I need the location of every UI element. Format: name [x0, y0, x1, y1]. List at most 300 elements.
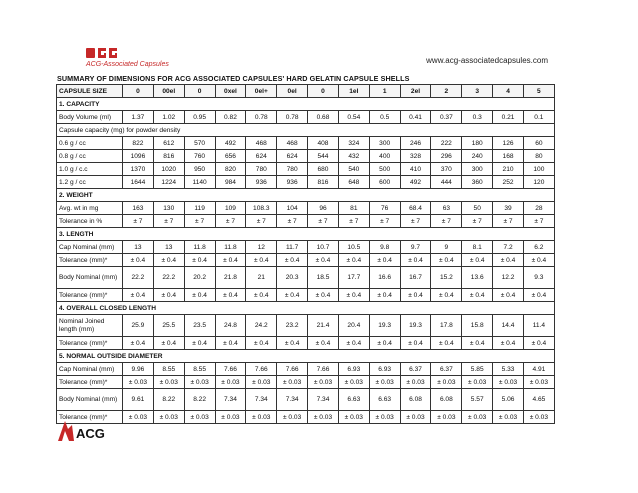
table-cell: 5.57: [462, 389, 493, 411]
table-row: [57, 150, 555, 163]
table-body: [57, 85, 555, 424]
table-cell: ± 0.4: [123, 254, 154, 267]
table-row: [57, 111, 555, 124]
table-cell: ± 0.4: [338, 337, 369, 350]
row-label: Tolerance (mm)*: [57, 337, 123, 350]
header-cell-size: 0: [308, 85, 339, 98]
section-header-row: [57, 98, 555, 111]
table-cell: 6.63: [338, 389, 369, 411]
table-cell: 624: [246, 150, 277, 163]
table-cell: ± 0.03: [246, 376, 277, 389]
table-cell: ± 0.03: [338, 411, 369, 424]
table-cell: ± 0.03: [523, 411, 554, 424]
table-cell: 7.34: [277, 389, 308, 411]
table-row: [57, 254, 555, 267]
table-cell: ± 0.03: [431, 376, 462, 389]
table-cell: 10.7: [308, 241, 339, 254]
section-title: 1. CAPACITY: [57, 98, 555, 111]
table-cell: ± 0.4: [338, 289, 369, 302]
table-cell: 9.7: [400, 241, 431, 254]
table-cell: 0.82: [215, 111, 246, 124]
table-cell: ± 0.03: [215, 411, 246, 424]
section-header-row: [57, 302, 555, 315]
table-cell: ± 0.4: [184, 337, 215, 350]
table-cell: 126: [493, 137, 524, 150]
table-cell: 9.3: [523, 267, 554, 289]
table-cell: 6.93: [338, 363, 369, 376]
header-cell-size: 5: [523, 85, 554, 98]
acg-brand-logo: [86, 46, 196, 72]
table-row: [57, 337, 555, 350]
table-cell: ± 7: [123, 215, 154, 228]
table-cell: 816: [153, 150, 184, 163]
table-cell: 0.21: [493, 111, 524, 124]
table-cell: 7.34: [215, 389, 246, 411]
table-cell: 210: [493, 163, 524, 176]
table-cell: ± 0.03: [493, 376, 524, 389]
row-label: Cap Nominal (mm): [57, 241, 123, 254]
table-cell: 410: [400, 163, 431, 176]
table-cell: ± 0.03: [400, 411, 431, 424]
acg-flame-icon: [56, 419, 76, 443]
table-cell: ± 0.4: [246, 289, 277, 302]
table-cell: 6.08: [431, 389, 462, 411]
table-cell: ± 0.4: [153, 254, 184, 267]
table-cell: 16.6: [369, 267, 400, 289]
table-cell: ± 0.03: [462, 411, 493, 424]
table-cell: 1.37: [123, 111, 154, 124]
table-cell: 5.06: [493, 389, 524, 411]
table-row: [57, 411, 555, 424]
table-cell: 80: [523, 150, 554, 163]
table-cell: 300: [462, 163, 493, 176]
table-cell: 11.7: [277, 241, 308, 254]
table-cell: 120: [523, 176, 554, 189]
table-cell: 96: [308, 202, 339, 215]
row-label: Tolerance (mm)*: [57, 411, 123, 424]
table-cell: ± 0.03: [431, 411, 462, 424]
table-cell: ± 0.4: [277, 289, 308, 302]
section-title: 5. NORMAL OUTSIDE DIAMETER: [57, 350, 555, 363]
table-cell: ± 0.4: [338, 254, 369, 267]
table-cell: 17.8: [431, 315, 462, 337]
table-cell: ± 7: [338, 215, 369, 228]
table-cell: 16.7: [400, 267, 431, 289]
header-cell-size: 0xel: [215, 85, 246, 98]
capsule-dimensions-table: [56, 84, 555, 424]
table-cell: 246: [400, 137, 431, 150]
table-cell: 15.8: [462, 315, 493, 337]
table-cell: ± 0.4: [308, 337, 339, 350]
table-cell: ± 0.03: [493, 411, 524, 424]
table-cell: 9: [431, 241, 462, 254]
table-cell: 20.4: [338, 315, 369, 337]
header-cell-size: 4: [493, 85, 524, 98]
table-cell: 780: [246, 163, 277, 176]
table-cell: 25.5: [153, 315, 184, 337]
table-cell: ± 7: [431, 215, 462, 228]
table-cell: 19.3: [369, 315, 400, 337]
header-cell-size: 0: [123, 85, 154, 98]
table-cell: 222: [431, 137, 462, 150]
table-cell: ± 0.03: [184, 376, 215, 389]
table-cell: ± 7: [369, 215, 400, 228]
table-cell: 6.93: [369, 363, 400, 376]
table-row: [57, 389, 555, 411]
table-cell: 4.65: [523, 389, 554, 411]
table-cell: 540: [338, 163, 369, 176]
table-cell: ± 0.4: [215, 254, 246, 267]
table-cell: 60: [523, 137, 554, 150]
table-cell: ± 7: [246, 215, 277, 228]
table-cell: ± 0.03: [523, 376, 554, 389]
table-row: [57, 202, 555, 215]
table-cell: 50: [462, 202, 493, 215]
acg-logo-mark-icon: [86, 46, 120, 60]
section-title: 4. OVERALL CLOSED LENGTH: [57, 302, 555, 315]
table-cell: ± 0.03: [277, 376, 308, 389]
table-cell: 11.8: [215, 241, 246, 254]
table-cell: 6.63: [369, 389, 400, 411]
table-cell: ± 0.03: [277, 411, 308, 424]
table-cell: ± 0.03: [153, 376, 184, 389]
table-cell: 24.8: [215, 315, 246, 337]
table-cell: ± 0.4: [184, 289, 215, 302]
table-row: [57, 176, 555, 189]
table-cell: ± 0.03: [153, 411, 184, 424]
table-cell: 12: [246, 241, 277, 254]
table-cell: 7.34: [246, 389, 277, 411]
row-label: 1.0 g / c.c: [57, 163, 123, 176]
table-cell: 820: [215, 163, 246, 176]
table-cell: ± 0.03: [369, 376, 400, 389]
table-cell: 950: [184, 163, 215, 176]
table-header-row: [57, 85, 555, 98]
row-label: Tolerance (mm)*: [57, 376, 123, 389]
row-label: Cap Nominal (mm): [57, 363, 123, 376]
table-cell: ± 7: [462, 215, 493, 228]
row-label: Tolerance in %: [57, 215, 123, 228]
table-cell: 11.8: [184, 241, 215, 254]
table-cell: ± 0.4: [431, 254, 462, 267]
table-cell: 936: [246, 176, 277, 189]
table-cell: 296: [431, 150, 462, 163]
table-cell: 1.02: [153, 111, 184, 124]
table-cell: ± 0.03: [246, 411, 277, 424]
table-cell: 8.22: [184, 389, 215, 411]
table-cell: 7.34: [308, 389, 339, 411]
span-label: Capsule capacity (mg) for powder density: [57, 124, 555, 137]
table-cell: ± 0.03: [123, 376, 154, 389]
row-label: 1.2 g / cc: [57, 176, 123, 189]
table-cell: 656: [215, 150, 246, 163]
table-cell: ± 0.03: [184, 411, 215, 424]
footer-logo: [56, 419, 106, 443]
row-label: Nominal Joined length (mm): [57, 315, 123, 337]
table-cell: 15.2: [431, 267, 462, 289]
table-cell: 468: [246, 137, 277, 150]
header-cell-size: 2el: [400, 85, 431, 98]
table-cell: ± 0.4: [215, 289, 246, 302]
table-cell: ± 0.4: [431, 289, 462, 302]
table-cell: 328: [400, 150, 431, 163]
table-cell: 492: [400, 176, 431, 189]
table-cell: 936: [277, 176, 308, 189]
header-cell-size: 1: [369, 85, 400, 98]
header-cell-size: 2: [431, 85, 462, 98]
table-cell: 1224: [153, 176, 184, 189]
table-cell: 370: [431, 163, 462, 176]
row-label: Tolerance (mm)*: [57, 289, 123, 302]
row-label: 0.8 g / cc: [57, 150, 123, 163]
row-label: Body Nominal (mm): [57, 267, 123, 289]
table-cell: 0.5: [369, 111, 400, 124]
table-cell: ± 0.4: [369, 254, 400, 267]
table-cell: 7.66: [246, 363, 277, 376]
table-cell: ± 0.03: [308, 376, 339, 389]
table-cell: 6.2: [523, 241, 554, 254]
table-cell: 104: [277, 202, 308, 215]
table-cell: 0.1: [523, 111, 554, 124]
table-cell: 130: [153, 202, 184, 215]
table-cell: 20.2: [184, 267, 215, 289]
table-cell: ± 0.4: [462, 289, 493, 302]
table-cell: ± 0.4: [246, 254, 277, 267]
table-cell: 12.2: [493, 267, 524, 289]
header-cell-size: 0: [184, 85, 215, 98]
table-cell: 10.5: [338, 241, 369, 254]
table-cell: 180: [462, 137, 493, 150]
table-cell: 39: [493, 202, 524, 215]
table-cell: 163: [123, 202, 154, 215]
table-cell: ± 0.03: [215, 376, 246, 389]
table-cell: 21.8: [215, 267, 246, 289]
table-cell: 0.37: [431, 111, 462, 124]
table-cell: ± 0.4: [215, 337, 246, 350]
table-cell: ± 0.4: [123, 337, 154, 350]
table-cell: 822: [123, 137, 154, 150]
table-cell: ± 0.4: [246, 337, 277, 350]
table-cell: ± 7: [400, 215, 431, 228]
table-cell: ± 0.03: [369, 411, 400, 424]
table-cell: 444: [431, 176, 462, 189]
table-cell: 400: [369, 150, 400, 163]
table-cell: 5.33: [493, 363, 524, 376]
table-cell: 14.4: [493, 315, 524, 337]
table-row: [57, 363, 555, 376]
row-label: Avg. wt in mg: [57, 202, 123, 215]
table-row: [57, 163, 555, 176]
table-cell: ± 0.4: [277, 337, 308, 350]
table-cell: 240: [462, 150, 493, 163]
table-cell: 0.54: [338, 111, 369, 124]
table-cell: 8.55: [184, 363, 215, 376]
table-row: [57, 289, 555, 302]
table-cell: 468: [277, 137, 308, 150]
table-cell: ± 0.4: [277, 254, 308, 267]
brand-name: ACG-Associated Capsules: [86, 61, 169, 68]
table-cell: ± 7: [493, 215, 524, 228]
section-title: 2. WEIGHT: [57, 189, 555, 202]
header-cell-size: 0el+: [246, 85, 277, 98]
table-cell: ± 0.4: [493, 337, 524, 350]
document-title: SUMMARY OF DIMENSIONS FOR ACG ASSOCIATED CAPSULES' HARD GELATIN CAPSULE SHELLS: [57, 74, 410, 83]
header-cell-capsule-size: CAPSULE SIZE: [57, 85, 123, 98]
table-cell: 9.61: [123, 389, 154, 411]
table-cell: 11.4: [523, 315, 554, 337]
table-cell: 408: [308, 137, 339, 150]
table-cell: 21: [246, 267, 277, 289]
row-label: Body Nominal (mm): [57, 389, 123, 411]
table-cell: ± 0.4: [523, 289, 554, 302]
table-cell: 7.66: [277, 363, 308, 376]
header-cell-size: 00el: [153, 85, 184, 98]
table-cell: 624: [277, 150, 308, 163]
table-cell: 492: [215, 137, 246, 150]
table-cell: 6.08: [400, 389, 431, 411]
table-cell: 6.37: [400, 363, 431, 376]
table-cell: 17.7: [338, 267, 369, 289]
table-cell: 7.66: [308, 363, 339, 376]
website-url: www.acg-associatedcapsules.com: [426, 56, 548, 65]
table-cell: 108.3: [246, 202, 277, 215]
table-cell: 100: [523, 163, 554, 176]
table-cell: 168: [493, 150, 524, 163]
table-cell: ± 0.4: [462, 337, 493, 350]
table-cell: ± 0.4: [400, 254, 431, 267]
table-cell: ± 7: [308, 215, 339, 228]
table-cell: 23.5: [184, 315, 215, 337]
table-row: [57, 124, 555, 137]
table-cell: ± 7: [523, 215, 554, 228]
table-cell: ± 7: [215, 215, 246, 228]
table-cell: 570: [184, 137, 215, 150]
table-cell: ± 0.4: [493, 254, 524, 267]
table-cell: 0.78: [246, 111, 277, 124]
row-label: 0.6 g / cc: [57, 137, 123, 150]
table-cell: 0.68: [308, 111, 339, 124]
table-cell: 1140: [184, 176, 215, 189]
table-row: [57, 215, 555, 228]
table-cell: 23.2: [277, 315, 308, 337]
table-cell: 816: [308, 176, 339, 189]
table-cell: 680: [308, 163, 339, 176]
table-cell: ± 7: [153, 215, 184, 228]
table-cell: 8.1: [462, 241, 493, 254]
row-label: Tolerance (mm)*: [57, 254, 123, 267]
table-cell: ± 0.4: [462, 254, 493, 267]
footer-logo-text: ACG: [76, 426, 105, 441]
table-cell: 1096: [123, 150, 154, 163]
table-row: [57, 137, 555, 150]
table-row: [57, 315, 555, 337]
table-cell: 760: [184, 150, 215, 163]
table-cell: ± 0.4: [523, 337, 554, 350]
table-cell: 28: [523, 202, 554, 215]
table-cell: 63: [431, 202, 462, 215]
table-cell: 984: [215, 176, 246, 189]
section-header-row: [57, 189, 555, 202]
table-cell: 81: [338, 202, 369, 215]
table-cell: ± 0.03: [338, 376, 369, 389]
table-cell: 25.9: [123, 315, 154, 337]
header-cell-size: 3: [462, 85, 493, 98]
table-cell: 9.8: [369, 241, 400, 254]
table-cell: 324: [338, 137, 369, 150]
table-cell: ± 0.4: [369, 289, 400, 302]
table-cell: 1370: [123, 163, 154, 176]
table-cell: 24.2: [246, 315, 277, 337]
table-cell: 432: [338, 150, 369, 163]
table-cell: 4.91: [523, 363, 554, 376]
table-cell: ± 0.4: [153, 337, 184, 350]
table-cell: ± 0.4: [184, 254, 215, 267]
table-cell: ± 0.4: [400, 289, 431, 302]
table-cell: ± 0.03: [400, 376, 431, 389]
table-cell: ± 0.4: [153, 289, 184, 302]
table-row: [57, 241, 555, 254]
table-cell: 6.37: [431, 363, 462, 376]
table-cell: 8.55: [153, 363, 184, 376]
table-cell: 119: [184, 202, 215, 215]
table-cell: 19.3: [400, 315, 431, 337]
table-cell: ± 7: [184, 215, 215, 228]
table-cell: ± 0.03: [123, 411, 154, 424]
table-cell: 1644: [123, 176, 154, 189]
table-cell: 500: [369, 163, 400, 176]
table-cell: ± 0.03: [462, 376, 493, 389]
table-cell: 21.4: [308, 315, 339, 337]
section-header-row: [57, 228, 555, 241]
table-row: [57, 267, 555, 289]
table-cell: 300: [369, 137, 400, 150]
table-cell: 13: [123, 241, 154, 254]
table-cell: 600: [369, 176, 400, 189]
header-cell-size: 1el: [338, 85, 369, 98]
table-cell: 648: [338, 176, 369, 189]
table-cell: ± 0.4: [493, 289, 524, 302]
table-cell: ± 0.4: [400, 337, 431, 350]
table-cell: 20.3: [277, 267, 308, 289]
table-cell: 252: [493, 176, 524, 189]
table-cell: ± 0.4: [369, 337, 400, 350]
table-cell: 22.2: [153, 267, 184, 289]
table-cell: 0.41: [400, 111, 431, 124]
table-cell: 7.66: [215, 363, 246, 376]
table-cell: 5.85: [462, 363, 493, 376]
table-cell: 68.4: [400, 202, 431, 215]
table-cell: ± 0.4: [123, 289, 154, 302]
table-cell: 0.95: [184, 111, 215, 124]
table-cell: 1020: [153, 163, 184, 176]
table-cell: 76: [369, 202, 400, 215]
header-cell-size: 0el: [277, 85, 308, 98]
table-cell: 8.22: [153, 389, 184, 411]
table-cell: 7.2: [493, 241, 524, 254]
table-cell: ± 0.03: [308, 411, 339, 424]
section-title: 3. LENGTH: [57, 228, 555, 241]
table-cell: 780: [277, 163, 308, 176]
row-label: Body Volume (ml): [57, 111, 123, 124]
table-cell: 0.78: [277, 111, 308, 124]
table-cell: ± 0.4: [308, 254, 339, 267]
table-cell: 544: [308, 150, 339, 163]
section-header-row: [57, 350, 555, 363]
table-cell: 0.3: [462, 111, 493, 124]
table-cell: 109: [215, 202, 246, 215]
table-cell: ± 0.4: [523, 254, 554, 267]
table-cell: 9.96: [123, 363, 154, 376]
